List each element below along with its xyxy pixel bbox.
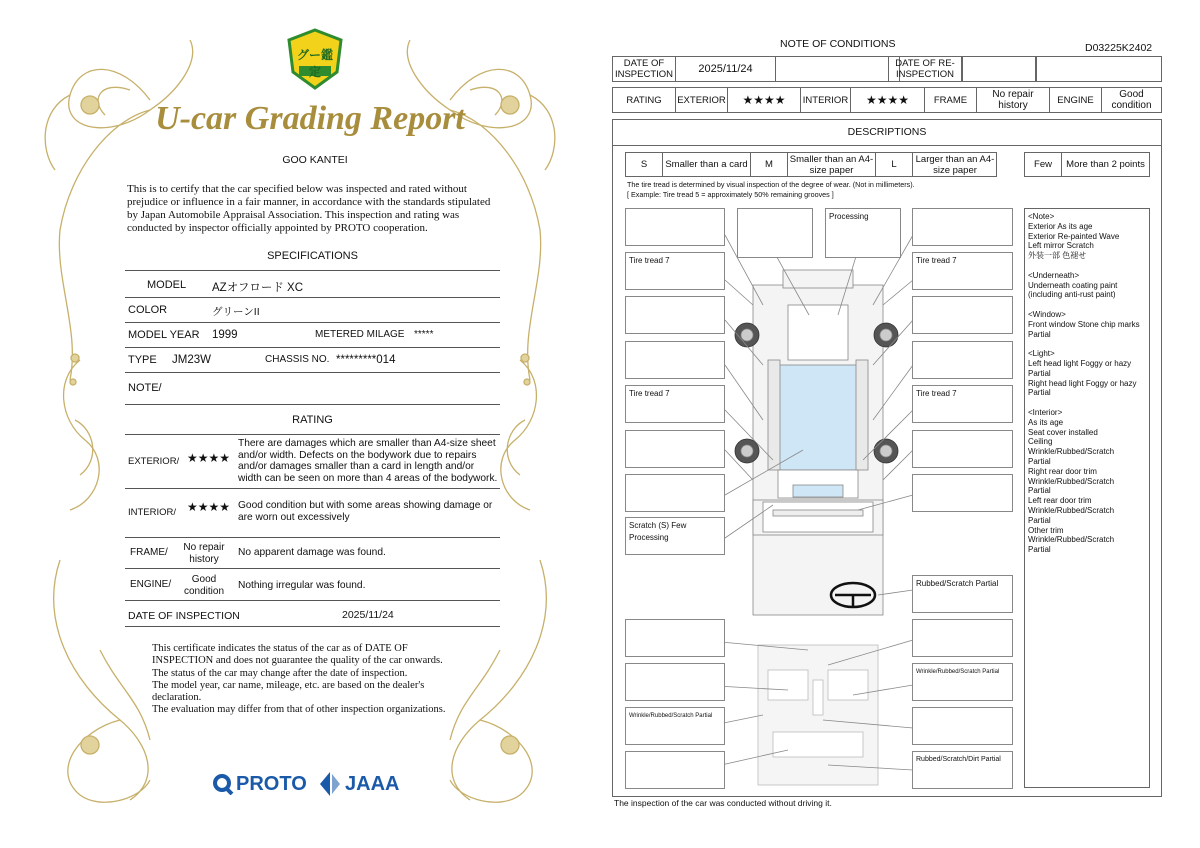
legend-code-l: L	[876, 153, 913, 176]
tread-note: The tire tread is determined by visual inspection of the degree of wear. (Not in millimeters).	[627, 180, 915, 189]
date-of-inspection-label: DATE OF INSPECTION	[613, 57, 676, 81]
note-line: Exterior Re-painted Wave	[1028, 231, 1120, 241]
note-line: Partial	[1028, 486, 1051, 496]
note-line: As its age	[1028, 417, 1064, 427]
note-of-conditions-title: NOTE OF CONDITIONS	[780, 38, 896, 50]
note-line: Underneath coating paint	[1028, 280, 1118, 290]
note-line: Left head light Foggy or hazy	[1028, 358, 1132, 368]
tire-rear-right-icon	[874, 439, 898, 463]
note-line: <Window>	[1028, 309, 1066, 319]
interior-description: Good condition but with some areas showing damage or are worn out excessively	[238, 500, 493, 523]
note-line: Other trim	[1028, 525, 1064, 535]
few-label: Few	[1025, 153, 1062, 176]
exterior-label: EXTERIOR	[676, 88, 728, 112]
tire-tread-rr-box: Tire tread 7	[912, 385, 1013, 423]
note-line: <Note>	[1028, 212, 1055, 221]
badge-text: グー鑑定	[296, 48, 333, 79]
note-line: 外装一部 色褪せ	[1028, 251, 1087, 261]
rating-heading: RATING	[292, 414, 333, 426]
steering-wheel-note: Rubbed/Scratch Partial	[912, 575, 1013, 613]
note-line: Right head light Foggy or hazy	[1028, 378, 1137, 388]
tire-tread-fr-box: Tire tread 7	[912, 252, 1013, 290]
report-code: D03225K2402	[1085, 42, 1153, 54]
interior-note-right-2: Rubbed/Scratch/Dirt Partial	[912, 751, 1013, 789]
engine-label: ENGINE/	[130, 579, 172, 590]
jaaa-mark-icon	[320, 772, 340, 796]
note-line: Wrinkle/Rubbed/Scratch	[1028, 535, 1115, 545]
legend-code-m: M	[751, 153, 788, 176]
note-line	[1028, 398, 1146, 408]
note-line	[1028, 300, 1146, 310]
type-label: TYPE	[128, 354, 157, 366]
exterior-stars: ★★★★	[728, 88, 801, 112]
interior-label: INTERIOR/	[128, 507, 177, 518]
interior-note-left: Wrinkle/Rubbed/Scratch Partial	[625, 707, 725, 745]
descriptions-panel	[612, 119, 1162, 797]
legend-text-l: Larger than an A4-size paper	[915, 153, 995, 176]
interior-note-right-1: Wrinkle/Rubbed/Scratch Partial	[912, 663, 1013, 701]
note-line: Partial	[1028, 515, 1051, 525]
proto-logo: PROTO	[212, 771, 307, 797]
note-line: (including anti-rust paint)	[1028, 290, 1116, 300]
note-line	[1028, 261, 1146, 271]
tread-example: [ Example: Tire tread 5 = approximately 50% remaining grooves ]	[627, 190, 834, 199]
rating-row	[612, 87, 1162, 113]
note-line: Partial	[1028, 368, 1051, 378]
engine-label: ENGINE	[1050, 88, 1102, 112]
sheet-footer: The inspection of the car was conducted without driving it.	[614, 798, 832, 808]
exterior-stars: ★★★★	[187, 451, 231, 465]
model-year-value: 1999	[212, 329, 238, 341]
date-of-reinspection-label: DATE OF RE-INSPECTION	[888, 57, 962, 81]
note-line: Left mirror Scratch	[1028, 241, 1094, 251]
certificate-intro: This is to certify that the car specified below was inspected and rated without prejudice or influence in a fair manner, in accordance with the standards stipulated by Japan Automobile Appraisal Association. This inspection and rating was conducted by inspector officially appointed by PROTO cooperation.	[127, 183, 491, 234]
note-line: Wrinkle/Rubbed/Scratch	[1028, 447, 1115, 457]
interior-stars: ★★★★	[851, 88, 925, 112]
frame-label: FRAME	[925, 88, 977, 112]
inspection-date-label: DATE OF INSPECTION	[128, 610, 240, 622]
note-line: Partial	[1028, 388, 1051, 398]
legend-text-s: Smaller than a card	[663, 153, 751, 176]
goo-kantei-badge	[287, 28, 343, 90]
processing-box: Processing	[825, 208, 901, 258]
jaaa-logo: JAAA	[320, 771, 399, 797]
chassis-label: CHASSIS NO.	[265, 354, 330, 365]
note-line: <Underneath>	[1028, 270, 1080, 280]
frame-description: No apparent damage was found.	[238, 547, 386, 558]
interior-stars: ★★★★	[187, 500, 231, 514]
legend-code-s: S	[626, 153, 663, 176]
engine-value: Good condition	[183, 574, 225, 597]
note-line: Partial	[1028, 329, 1051, 339]
engine-value: Good condition	[1111, 89, 1152, 111]
tire-rear-left-icon	[735, 439, 759, 463]
scratch-processing-box: Scratch (S) Few Processing	[625, 517, 725, 555]
chassis-value: *********014	[336, 354, 396, 366]
note-line: Ceiling	[1028, 437, 1053, 447]
model-label: MODEL	[147, 279, 187, 291]
more-label: More than 2 points	[1066, 159, 1145, 170]
date-of-inspection-value: 2025/11/24	[676, 57, 776, 81]
note-line: Left rear door trim	[1028, 496, 1092, 506]
color-label: COLOR	[128, 304, 168, 316]
frame-value: No repair history	[977, 88, 1050, 112]
certificate-footer: This certificate indicates the status of the car as of DATE OF INSPECTION and does not guarantee the quality of the car onwards. The status of the car may change after the date of inspection. The model year, car name, mileage, etc. are based on the dealer's declaration. The evaluation may differ from that of other inspection organizations.	[152, 643, 446, 716]
frame-label: FRAME/	[130, 547, 168, 558]
tire-front-left-icon	[735, 323, 759, 347]
exterior-label: EXTERIOR/	[128, 456, 180, 467]
note-line	[1028, 339, 1146, 349]
note-line: <Interior>	[1028, 407, 1063, 417]
inspection-date-row	[612, 56, 1162, 82]
note-line: Seat cover installed	[1028, 427, 1098, 437]
rating-label: RATING	[613, 88, 676, 112]
model-year-label: MODEL YEAR	[128, 329, 200, 341]
tire-tread-fl-box: Tire tread 7	[625, 252, 725, 290]
note-line: Exterior As its age	[1028, 221, 1093, 231]
note-line: Partial	[1028, 545, 1051, 555]
interior-label: INTERIOR	[801, 88, 851, 112]
exterior-description: There are damages which are smaller than A4-size sheet and/or width. Defects on the bodywork due to repairs and/or damages smaller than a card in length and/or width can be seen on more than 4 areas of the bodywork.	[238, 438, 498, 484]
note-label: NOTE/	[128, 382, 162, 394]
note-line: <Light>	[1028, 349, 1055, 359]
proto-mark-icon	[212, 773, 234, 795]
mileage-value: *****	[414, 329, 434, 340]
notes-list	[1024, 208, 1150, 788]
note-line: Wrinkle/Rubbed/Scratch	[1028, 476, 1115, 486]
tire-tread-rl-box: Tire tread 7	[625, 385, 725, 423]
note-line: Wrinkle/Rubbed/Scratch	[1028, 505, 1115, 515]
engine-description: Nothing irregular was found.	[238, 580, 366, 591]
inspection-date-value: 2025/11/24	[342, 609, 394, 621]
tire-front-right-icon	[874, 323, 898, 347]
descriptions-heading: DESCRIPTIONS	[847, 126, 927, 138]
type-value: JM23W	[172, 354, 211, 366]
report-subtitle: GOO KANTEI	[282, 154, 348, 166]
report-title: U-car Grading Report	[155, 100, 465, 137]
specifications-heading: SPECIFICATIONS	[267, 250, 358, 262]
note-line: Front window Stone chip marks	[1028, 319, 1140, 329]
legend-text-m: Smaller than an A4-size paper	[788, 153, 876, 176]
color-value: グリーンII	[212, 306, 260, 318]
mileage-label: METERED MILAGE	[315, 329, 405, 340]
note-line: Partial	[1028, 456, 1051, 466]
note-line: Right rear door trim	[1028, 466, 1097, 476]
model-value: AZオフロード XC	[212, 282, 304, 294]
frame-value: No repair history	[183, 542, 225, 565]
